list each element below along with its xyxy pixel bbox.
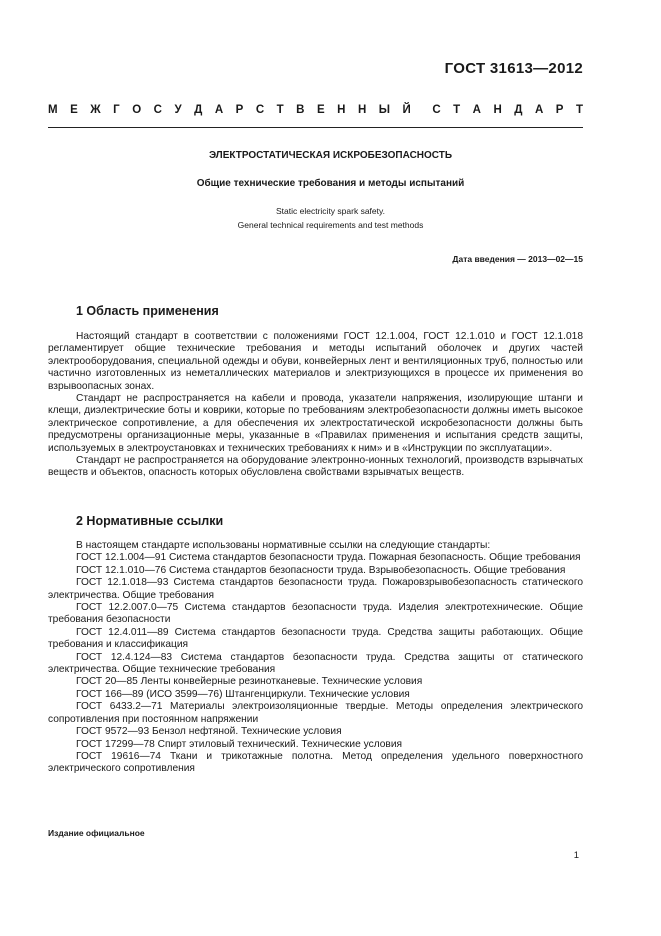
document-subtitle: Общие технические требования и методы испытаний	[196, 178, 465, 189]
banner-word-standard: С Т А Н Д А Р Т	[432, 104, 583, 116]
normative-reference: ГОСТ 166—89 (ИСО 3599—76) Штангенциркули. Технические условия	[76, 688, 410, 700]
header-rule	[48, 127, 583, 128]
section-2-lead: В настоящем стандарте использованы нормативные ссылки на следующие стандарты:	[76, 540, 491, 551]
normative-reference: ГОСТ 12.4.011—89 Система стандартов безопасности труда. Средства защиты работающих. Общие требования и классификация	[48, 626, 583, 651]
normative-reference: ГОСТ 12.4.124—83 Система стандартов безопасности труда. Средства защиты от статического электричества. Общие технические требования	[48, 651, 583, 676]
section-2-heading: 2 Нормативные ссылки	[76, 514, 224, 528]
normative-reference: ГОСТ 9572—93 Бензол нефтяной. Технические условия	[76, 726, 342, 738]
section-1-paragraph-2: Стандарт не распространяется на кабели и провода, указатели напряжения, изолирующие штанги и клещи, диэлектрические боты и коврики, которые по требованиям электробезопасности должны иметь высокое электрическое сопротивление, а для обеспечения их электростатической искробезопасности должны быть предусмотрены организационные меры, указанные в «Правилах применения и испытания средств защиты, используемых в электроустановках и технических требованиях к ним» и в «Инструкции по эксплуатации».	[48, 393, 583, 454]
page-number: 1	[573, 850, 579, 861]
standard-type-banner	[48, 104, 583, 116]
normative-reference: ГОСТ 12.1.018—93 Система стандартов безопасности труда. Пожаровзрывобезопасность статического электричества. Общие требования	[48, 577, 583, 601]
section-1-heading: 1 Область применения	[76, 304, 219, 318]
official-edition-note: Издание официальное	[48, 828, 145, 838]
normative-reference: ГОСТ 6433.2—71 Материалы электроизоляционные твердые. Методы определения электрического сопротивления при постоянном напряжении	[48, 701, 583, 725]
section-1-paragraph-1: Настоящий стандарт в соответствии с положениями ГОСТ 12.1.004, ГОСТ 12.1.010 и ГОСТ 12.1.018 регламентирует общие технические требования и методы испытаний оболочек и других частей электрооборудования, специальной одежды и обуви, конвейерных лент и вентиляционных труб, полностью или частично изготовленных из неметаллических материалов и электризующихся в процессе их применения во взрывоопасных зонах.	[48, 331, 583, 392]
introduction-date: Дата введения — 2013—02—15	[452, 254, 583, 264]
english-title-line-1: Static electricity spark safety.	[276, 206, 385, 216]
english-title-line-2: General technical requirements and test methods	[237, 220, 424, 230]
section-2-body	[48, 540, 583, 776]
section-1-body	[48, 331, 583, 480]
normative-reference: ГОСТ 19616—74 Ткани и трикотажные полотна. Метод определения удельного поверхностного электрического сопротивления	[48, 750, 583, 775]
normative-reference: ГОСТ 12.1.004—91 Система стандартов безопасности труда. Пожарная безопасность. Общие требования	[76, 552, 581, 564]
document-title: ЭЛЕКТРОСТАТИЧЕСКАЯ ИСКРОБЕЗОПАСНОСТЬ	[208, 150, 453, 161]
section-1-paragraph-3: Стандарт не распространяется на оборудование электронно-ионных технологий, производств взрывчатых веществ и объектов, опасность которых обусловлена свойствами взрывчатых веществ.	[48, 455, 583, 479]
normative-reference: ГОСТ 12.2.007.0—75 Система стандартов безопасности труда. Изделия электротехнические. Общие требования безопасности	[48, 602, 583, 626]
normative-reference: ГОСТ 17299—78 Спирт этиловый технический. Технические условия	[76, 738, 403, 750]
normative-reference: ГОСТ 20—85 Ленты конвейерные резинотканевые. Технические условия	[76, 676, 423, 688]
normative-reference: ГОСТ 12.1.010—76 Система стандартов безопасности труда. Взрывобезопасность. Общие требования	[76, 564, 566, 576]
document-number: ГОСТ 31613—2012	[444, 60, 583, 77]
banner-word-interstate: М Е Ж Г О С У Д А Р С Т В Е Н Н Ы Й	[48, 104, 411, 116]
english-title	[0, 204, 661, 232]
